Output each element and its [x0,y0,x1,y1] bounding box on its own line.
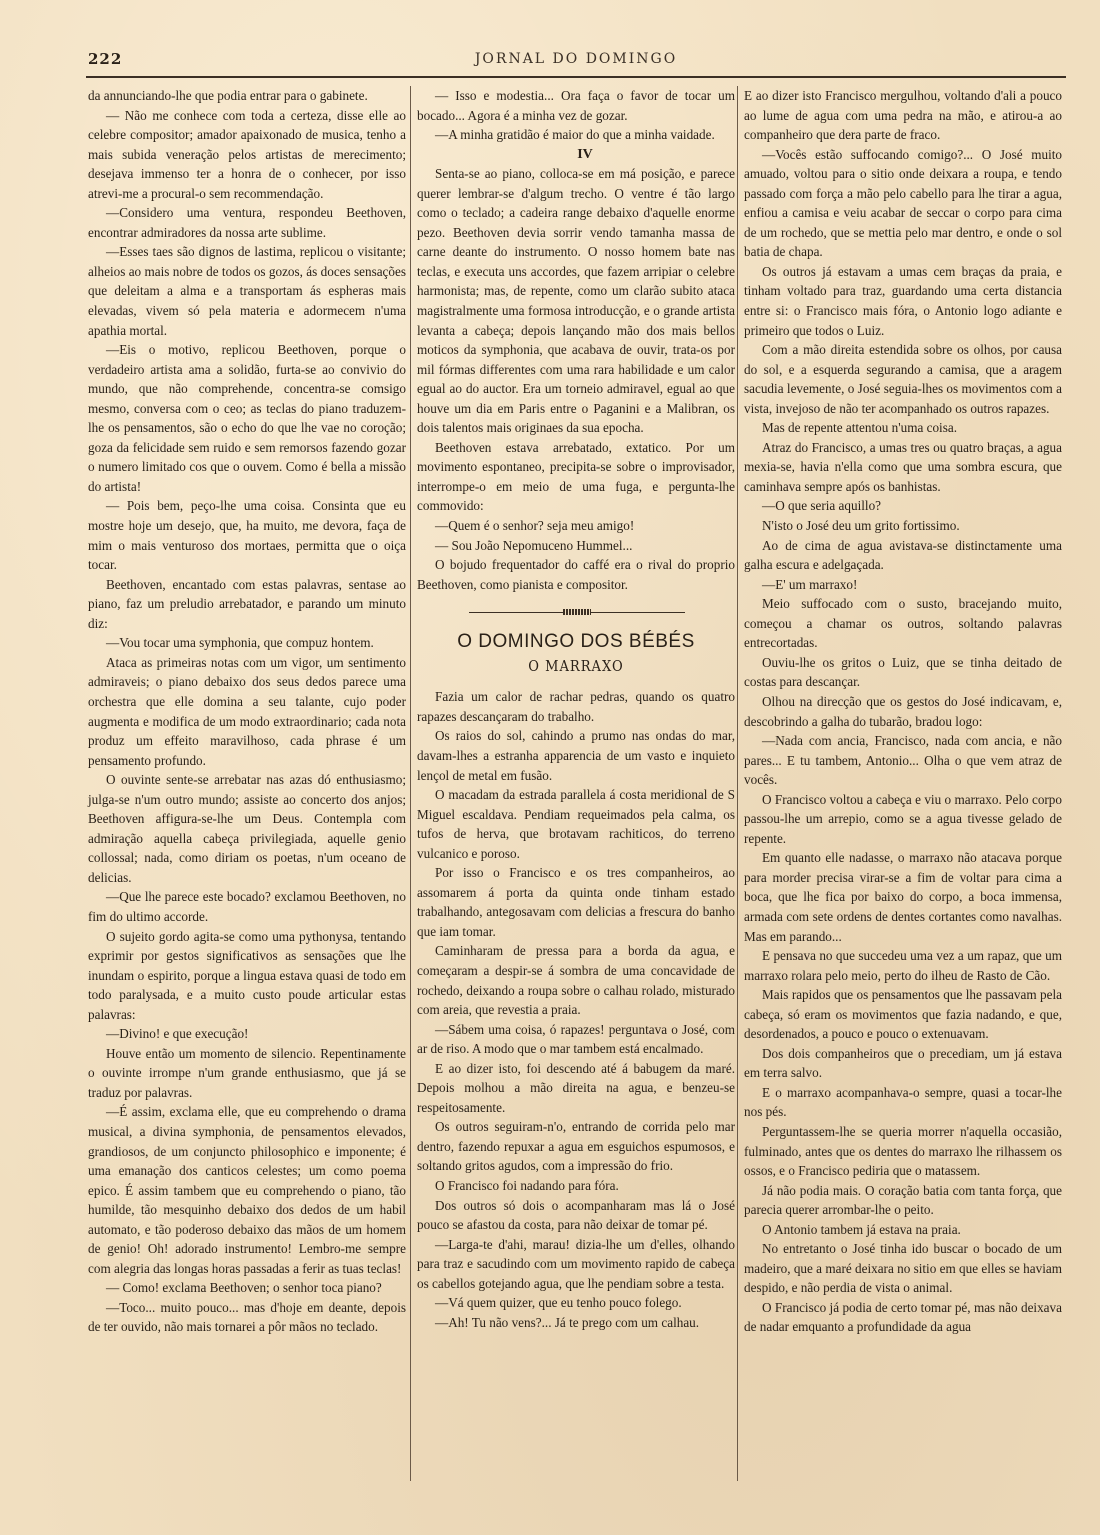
paragraph: —Sábem uma coisa, ó rapazes! perguntava o José, com ar de riso. A modo que o mar tambem está encalmado. [417,1021,735,1057]
paragraph: — Como! exclama Beethoven; o senhor toca piano? [106,1280,382,1296]
paragraph: —Larga-te d'ahi, marau! dizia-lhe um d'elles, olhando para traz e sacudindo com um movimento rapido de cabeça os cabellos gotejando agua, que lhe pendiam sobre a testa. [417,1236,735,1291]
paragraph: O Francisco já podia de certo tomar pé, mas não deixava de nadar emquanto a profundidade da agua [744,1299,1062,1335]
marraxo-story [417,687,735,1332]
paragraph: Dos outros só dois o acompanharam mas lá o José pouco se afastou da costa, para não deixar de tomar pé. [417,1197,735,1233]
column-2 [417,86,735,1332]
paragraph: O Francisco voltou a cabeça e viu o marraxo. Pelo corpo passou-lhe um arrepio, como se a agua tivesse gelado de repente. [744,791,1062,846]
paragraph: Beethoven, encantado com estas palavras, sentase ao piano, faz um preludio arrebatador, e parando um minuto diz: [88,576,406,631]
paragraph: Os raios do sol, cahindo a prumo nas ondas do mar, davam-lhes a estranha apparencia de um vasto e inquieto lençol de metal em fusão. [417,728,735,783]
header-rule [86,76,1066,78]
paragraph: Mas de repente attentou n'uma coisa. [762,420,957,436]
paragraph: Os outros já estavam a umas cem braças da praia, e tinham voltado para traz, guardando uma certa distancia entre si: o Francisco mais fóra, o Antonio logo adiante e primeiro que todos o Luiz. [744,263,1062,338]
paragraph: —Vocês estão suffocando comigo?... O José muito amuado, voltou para o sitio onde deixara a roupa, e tendo passado com força a mão pelo cabello para lhe tirar a agua, enfiou a camisa e veiu acabar de seccar o corpo para cima de um rochedo, que se mettia pelo mar dentro, e onde o sol batia de chapa. [744,146,1062,260]
paragraph: —E' um marraxo! [762,576,858,592]
paragraph: —Divino! e que execução! [106,1026,249,1042]
paragraph: E pensava no que succedeu uma vez a um rapaz, que um marraxo rolara pelo meio, perto do ilheu de Rasto de Cão. [744,948,1062,983]
feature-subtitle: O MARRAXO [528,658,624,675]
paragraph: —Vá quem quizer, que eu tenho pouco folego. [435,1295,682,1311]
paragraph: —O que seria aquillo? [762,498,882,514]
paragraph: —Toco... muito pouco... mas d'hoje em deante, depois de ter ouvido, não mais tornarei a pôr mãos no teclado. [88,1299,406,1335]
paragraph: O bojudo frequentador do caffé era o rival do proprio Beethoven, como pianista e compositor. [417,557,735,592]
paragraph: O macadam da estrada parallela á costa meridional de S Miguel escaldava. Pendiam requeimados pela calma, os tufos de herva, que brotavam rachiticos, do terreno vulcanico e poroso. [417,787,735,861]
paragraph: Mais rapidos que os pensamentos que lhe passavam pela cabeça, só eram os movimentos que fazia nadando, e que, desordenados, a pouco e pouco o extenuavam. [744,987,1062,1042]
paragraph: Caminharam de pressa para a borda da agua, e começaram a despir-se á sombra de uma concavidade de rochedo, deixando a roupa sobre o calhau rolado, misturado com areia, que revestia a praia. [417,943,735,1018]
paragraph: —É assim, exclama elle, que eu comprehendo o drama musical, a divina symphonia, de pensamentos elevados, grandiosos, de um conjuncto philosophico e imponente; é uma emanação dos canticos celestes; um como poema epico. É assim tambem que eu comprehendo o piano, tão humilde, tão mesquinho debaixo dos dedos de um habil automato, e tão poderoso debaixo das mãos de um homem de genio! Oh! adorado instrumento! Lembro-me sempre com alegria das longas horas passadas a ferir as tuas teclas! [88,1104,406,1276]
section-divider-ornament [417,598,735,628]
paragraph: — Não me conhece com toda a certeza, disse elle ao celebre compositor; amador apaixonado de musica, tenho a mais subida veneração pelos artistas de merecimento; desejava immenso ter a honra de o conhecer, por isso atrevi-me a procural-o sem recommendação. [88,107,406,201]
paragraph: Os outros seguiram-n'o, entrando de corrida pelo mar dentro, fazendo repuxar a agua em esguichos espumosos, e soltando gritos agudos, com a impressão do frio. [417,1119,735,1174]
paragraph: Meio suffocado com o susto, bracejando muito, começou a chamar os outros, soltando palavras entrecortadas. [744,596,1062,651]
paragraph: —A minha gratidão é maior do que a minha vaidade. [435,127,715,143]
paragraph: Ao de cima de agua avistava-se distinctamente uma galha escura e adelgaçada. [744,537,1062,573]
feature-title: O DOMINGO DOS BÉBÉS [457,631,695,653]
beethoven-story-section [417,164,735,594]
paragraph: Senta-se ao piano, colloca-se em má posição, e parece querer lembrar-se d'algum trecho. O ventre é tão largo como o teclado; a cadeira range debaixo d'aquelle enorme pezo. Beethoven devia sorrir vendo tamanha massa de carne deante do instrumento. O nosso homem bate nas teclas, e executa uns accordes, que fazem arripiar o celebre harmonista; mas, de repente, como um clarão subito ataca magistralmente uma formosa introducção, e o grande artista levanta a cabeça; depois lançando mão dos mais bellos moticos da symphonia, que acabava de ouvir, trata-os por mil fórmas differentes com uma rara habilidade e um calor egual ao do auctor. Era um torneio admiravel, egual ao que houve um dia em Paris entre o Paganini e a Malibran, os dois talentos mais originaes da sua epocha. [417,166,735,436]
paragraph: —Eis o motivo, replicou Beethoven, porque o verdadeiro artista ama a solidão, furta-se ao convivio do mundo, que não comprehende, concentra-se comsigo mesmo, conversa com o ceo; as teclas do piano traduzem-lhe os pensamentos, são o echo do que lhe vae no coroção; goza da felicidade sem ruido e sem remorsos fazendo gozar o numero limitado cos que o ouvem. Como é bella a missão do artista! [88,342,406,494]
paragraph: Fazia um calor de rachar pedras, quando os quatro rapazes descançaram do trabalho. [417,689,735,724]
paragraph: No entretanto o José tinha ido buscar o bocado de um madeiro, que a maré deixara no sitio em que elles se haviam despido, e não perdia de vista o animal. [744,1241,1062,1296]
beethoven-story-continuation [417,86,735,145]
column-divider [737,86,738,1481]
paragraph: Por isso o Francisco e os tres companheiros, ao assomarem á porta da quinta onde tinham estado trabalhando, antegosavam com delicias a frescura do banho que iam tomar. [417,865,735,939]
paragraph: Beethoven estava arrebatado, extatico. Por um movimento espontaneo, precipita-se sobre o improvisador, interrompe-o em meio de uma fuga, e pergunta-lhe commovido: [417,439,735,514]
paragraph: E o marraxo acompanhava-o sempre, quasi a tocar-lhe nos pés. [744,1084,1062,1120]
paragraph: Atraz do Francisco, a umas tres ou quatro braças, a agua mexia-se, havia n'ella como que uma sombra escura, que caminhava sempre após os banhistas. [744,439,1062,494]
paragraph: —Que lhe parece este bocado? exclamou Beethoven, no fim do ultimo accorde. [88,889,406,924]
paragraph: Já não podia mais. O coração batia com tanta força, que parecia querer arrombar-lhe o peito. [744,1182,1062,1218]
paragraph: Ataca as primeiras notas com um vigor, um sentimento admiraveis; o piano debaixo dos seus dedos parece uma orchestra que elle domina a seu talante, cujo poder augmenta e modifica de um modo extraordinario; cada nota produz um effeito maravilhoso, cada phrase é um pensamento profundo. [88,654,406,768]
paragraph: N'isto o José deu um grito fortissimo. [762,518,960,534]
page-number: 222 [88,50,123,68]
paragraph: Perguntassem-lhe se queria morrer n'aquella occasião, fulminado, antes que os dentes do marraxo lhe rilhassem os ossos, e o Francisco pediria que o matassem. [744,1123,1062,1179]
section-number: IV [577,146,593,162]
paragraph: —Quem é o senhor? seja meu amigo! [435,518,635,534]
paragraph: —Considero uma ventura, respondeu Beethoven, encontrar admiradores da nossa arte sublime. [88,205,406,240]
column-3 [744,86,1062,1337]
paragraph: E ao dizer isto, foi descendo até á babugem da maré. Depois molhou a mão direita na agua, e benzeu-se respeitosamente. [417,1060,735,1115]
paragraph: E ao dizer isto Francisco mergulhou, voltando d'ali a pouco ao lume de agua com uma pedra na mão, e atirou-a ao companheiro que dera parte de fraco. [744,88,1062,143]
paragraph: —Esses taes são dignos de lastima, replicou o visitante; alheios ao mais nobre de todos os gozos, ás doces sensações que deleitam a alma e a transportam ás espheras mais elevadas, vivem só pela materia e adormecem n'uma apathia mortal. [88,244,406,338]
column-1 [88,86,406,1337]
paragraph: Em quanto elle nadasse, o marraxo não atacava porque para morder precisa virar-se a fim de voltar para cima a boca, que lhe fica por baixo do corpo, a boca immensa, armada com sete ordens de dentes cortantes como navalhas. Mas em parando... [744,850,1062,944]
page-header [86,48,1066,74]
paragraph: — Pois bem, peço-lhe uma coisa. Consinta que eu mostre hoje um desejo, que, ha muito, me devora, faça de mim o mais venturoso dos mortaes, permitta que o oiça tocar. [88,498,406,573]
paragraph: O ouvinte sente-se arrebatar nas azas dó enthusiasmo; julga-se n'um outro mundo; assiste ao concerto dos anjos; Beethoven affigura-se-lhe um Deus. Contempla com admiração aquella cabeça privilegiada, aquelle genio collossal; nada, como diriam os poetas, n'um oceano de delicias. [88,772,406,885]
paragraph: Ouviu-lhe os gritos o Luiz, que se tinha deitado de costas para descançar. [744,654,1062,690]
column-divider [410,86,411,1481]
paragraph: —Vou tocar uma symphonia, que compuz hontem. [106,635,374,651]
paragraph: —Ah! Tu não vens?... Já te prego com um calhau. [435,1314,700,1330]
journal-title: JORNAL DO DOMINGO [474,51,678,67]
paragraph: Dos dois companheiros que o precediam, um já estava em terra salvo. [744,1045,1062,1081]
paragraph: Houve então um momento de silencio. Repentinamente o ouvinte irrompe n'um grande enthusiasmo, que já se traduz por palavras. [88,1045,406,1100]
paragraph: —Nada com ancia, Francisco, nada com ancia, e não pares... E tu tambem, Antonio... Olha o que vem atraz de vocês. [744,733,1062,788]
paragraph: da annunciando-lhe que podia entrar para o gabinete. [88,88,368,103]
paragraph: O sujeito gordo agita-se como uma pythonysa, tentando exprimir por gestos significativos as sensações que lhe inundam o espirito, porque a lingua estava quasi de todo em todo paralysada, e a muito custo poude articular estas palavras: [88,928,406,1022]
paragraph: Com a mão direita estendida sobre os olhos, por causa do sol, e a esquerda segurando a camisa, que a aragem sacudia levemente, o José seguia-lhes os movimentos com a vista, invejoso de não ter acompanhado os outros rapazes. [744,342,1062,416]
paragraph: — Sou João Nepomuceno Hummel... [435,537,633,553]
paragraph: — Isso e modestia... Ora faça o favor de tocar um bocado... Agora é a minha vez de gozar. [417,88,735,123]
paragraph: O Francisco foi nadando para fóra. [435,1177,619,1193]
paragraph: Olhou na direcção que os gestos do José indicavam, e, descobrindo a galha do tubarão, bradou logo: [744,693,1062,729]
paragraph: O Antonio tambem já estava na praia. [762,1221,961,1237]
